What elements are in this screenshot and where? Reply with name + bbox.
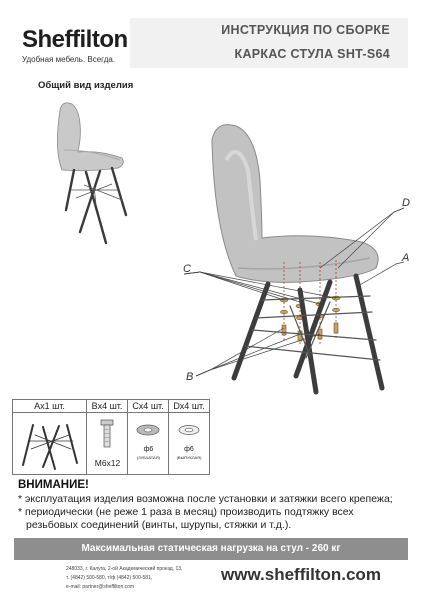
part-a-cell [13,400,87,474]
warning-line-3: резьбовых соединений (винты, шурупы, стяжки и т.д.). [26,519,292,531]
warning-line-1: * эксплуатация изделия возможна после установки и затяжки всего крепежа; [18,493,393,505]
part-b-size: M6x12 [94,458,121,468]
parts-table [12,399,210,475]
doc-subtitle: КАРКАС СТУЛА SHT-S64 [234,47,390,61]
part-d-note: (ВЫПУКЛАЯ) [176,455,202,460]
overview-chair [57,103,126,243]
part-c-note: (ЗУБЧАТАЯ) [137,455,160,460]
overview-label: Общий вид изделия [38,80,134,91]
toothed-washer-icon [128,420,169,444]
doc-title: ИНСТРУКЦИЯ ПО СБОРКЕ [221,23,390,37]
address-line-2: т. (4842) 500-580, т/ф (4842) 500-581, [66,575,153,581]
spring-washer-icon [169,420,209,444]
part-c-label: Cx4 шт. [128,400,168,413]
part-a-frame-icon [13,413,87,475]
address-line-1: 248033, г. Калуга, 2-ой Академический проезд, 13, [66,566,183,572]
header [0,0,422,80]
part-d-cell [169,400,209,474]
title-block [130,18,408,68]
brand-slogan: Удобная мебель. Всегда. [22,55,116,64]
brand-name: Sheffilton [22,26,128,53]
part-b-cell [87,400,128,474]
chair-seat [212,125,378,283]
website-link[interactable]: www.sheffilton.com [221,565,381,584]
warning-title: ВНИМАНИЕ! [18,479,89,491]
max-load-text: Максимальная статическая нагрузка на стул - 260 кг [81,543,341,554]
part-d-size: ф6 [184,446,194,453]
callout-b: B [186,371,194,383]
bolt-icon [87,416,128,456]
part-a-label: Ax1 шт. [13,400,86,413]
assembly-figure [0,95,422,395]
callout-d: D [402,197,410,209]
part-c-size: ф6 [143,446,154,453]
part-b-label: Bx4 шт. [87,400,127,413]
chair-frame [234,276,382,392]
warning-line-2: * периодически (не реже 1 раза в месяц) производить подтяжку всех [18,506,354,518]
part-d-label: Dx4 шт. [169,400,209,413]
brand-logo [0,0,130,80]
callout-a: A [402,252,410,264]
part-c-cell [128,400,169,474]
callout-c: C [183,263,191,275]
max-load-banner [14,538,408,560]
address-line-3: e-mail: partner@sheffilton.com [66,584,135,590]
